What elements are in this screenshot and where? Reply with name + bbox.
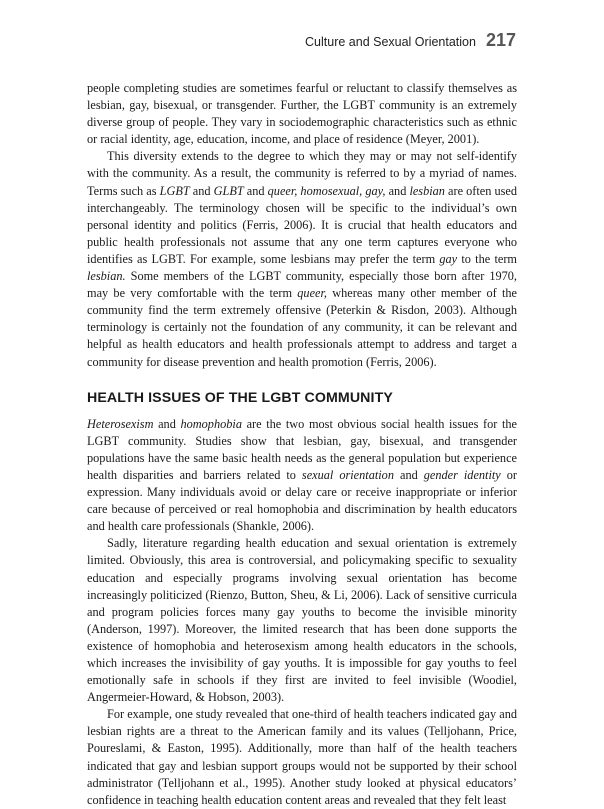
running-title: Culture and Sexual Orientation: [305, 35, 476, 49]
running-head: [305, 30, 516, 51]
paragraph-5: For example, one study revealed that one-third of health teachers indicated gay and lesbian rights are a threat to the American family and its values (Telljohann, Price, Poureslami, & Easton, 1995). Additionally, more than half of the health teachers indicated that gay and lesbian support groups would not be supported by their school administrator (Telljohann et al., 1995). Another study looked at physical educators’ confidence in teaching health education content areas and revealed that they felt least: [87, 707, 517, 807]
paragraph-4: Sadly, literature regarding health education and sexual orientation is extremely limited. Obviously, this area is controversial, and policymaking specific to sexuality education and especially programs involving sexual orientation has become increasingly politicized (Rienzo, Button, Sheu, & Li, 2006). Lack of sensitive curricula and program policies forces many gay youths to become the invisible minority (Anderson, 1997). Moreover, the limited research that has been done supports the existence of homophobia and heterosexism among health educators in the schools, which increases the invisibility of gay youths. It is impossible for gay youths to feel emotionally safe in schools if they first are invited to feel invisible (Woodiel, Angermeier-Howard, & Hobson, 2003).: [87, 536, 517, 705]
paragraph-2: This diversity extends to the degree to which they may or may not self-identify with the community. As a result, the community is referred to by a myriad of names. Terms such as LGBT and GLBT and queer, homosexual, gay, and lesbian are often used interchangeably. The terminology chosen will be specific to the individual’s own personal identity and politics (Ferris, 2006). It is crucial that health educators and public health professionals not assume that any one term captures everyone who identifies as LGBT. For example, some lesbians may prefer the term gay to the term lesbian. Some members of the LGBT community, especially those born after 1970, may be very comfortable with the term queer, whereas many other member of the community find the term extremely offensive (Peterkin & Risdon, 2003). Although terminology is certainly not the foundation of any community, it can be relevant and helpful as health educators and health professionals attempt to address and target a community for disease prevention and health promotion (Ferris, 2006).: [87, 149, 518, 369]
paragraph-3: Heterosexism and homophobia are the two most obvious social health issues for the LGBT community. Studies show that lesbian, gay, bisexual, and transgender populations have the same basic health needs as the general population but experience health disparities and barriers related to sexual orientation and gender identity or expression. Many individuals avoid or delay care or receive inappropriate or inferior care because of perceived or real homophobia and discrimination by health educators and health care professionals (Shankle, 2006).: [87, 416, 518, 534]
body-text: [87, 80, 517, 809]
paragraph-1: people completing studies are sometimes fearful or reluctant to classify themselves as lesbian, gay, bisexual, or transgender. Further, the LGBT community is an extremely diverse group of people. They vary in sociodemographic characteristics such as ethnic or racial identity, age, education, income, and place of residence (Meyer, 2001).: [87, 81, 517, 147]
page-number: 217: [485, 30, 516, 50]
section-heading: HEALTH ISSUES OF THE LGBT COMMUNITY: [87, 389, 393, 406]
